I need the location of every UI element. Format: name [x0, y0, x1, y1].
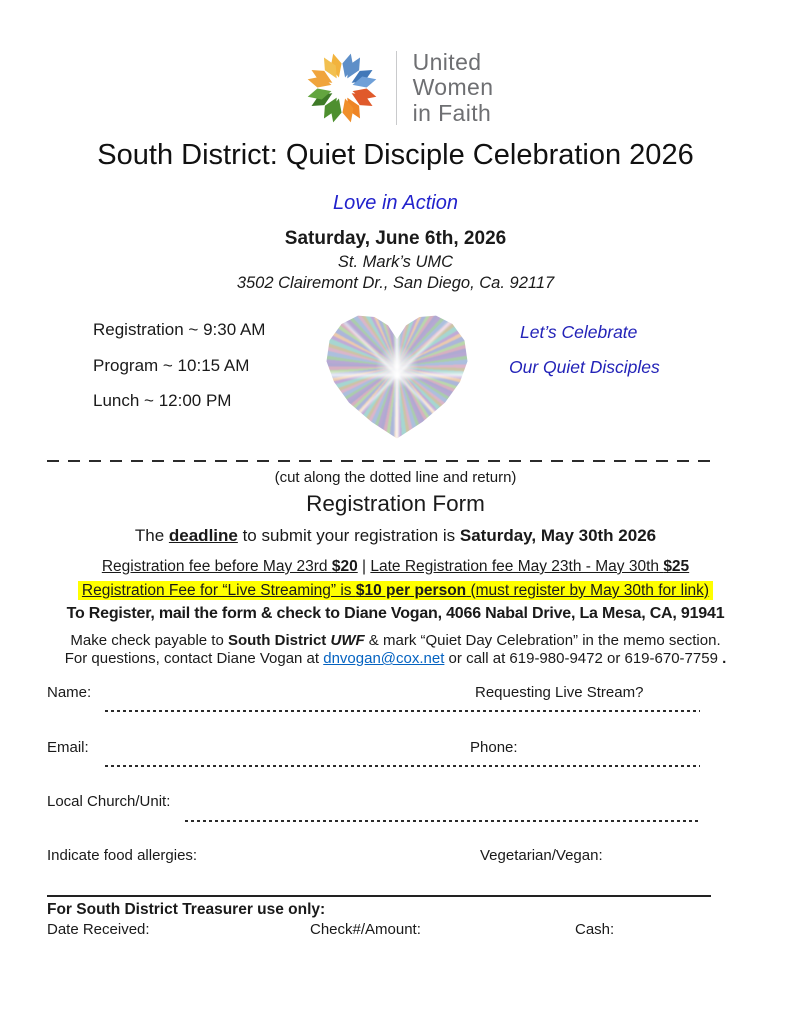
mail-instruction: To Register, mail the form & check to Diane Vogan, 4066 Nabal Drive, La Mesa, CA, 91941 [66, 605, 725, 622]
schedule-program: Program ~ 10:15 AM [93, 355, 250, 375]
cash-label: Cash: [575, 921, 615, 938]
page-title: South District: Quiet Disciple Celebration 2026 [97, 139, 694, 171]
streaming-highlight: Registration Fee for “Live Streaming” is $10 per person (must register by May 30th for link) [78, 581, 713, 600]
fill-in-form [47, 0, 711, 1024]
church-field-line [185, 820, 700, 822]
questions-period: . [717, 650, 727, 667]
name-field-line [105, 710, 700, 712]
late-fee-text: Late Registration fee May 23th - May 30th $25 [370, 558, 690, 575]
logo-word-1: United [412, 49, 482, 76]
schedule-registration: Registration ~ 9:30 AM [93, 320, 266, 339]
vegetarian-label: Vegetarian/Vegan: [480, 847, 603, 864]
treasurer-divider-line [47, 895, 711, 897]
fee-separator: | [357, 558, 371, 575]
deadline-mid: to submit your registration is [237, 526, 460, 545]
registration-form-heading: Registration Form [306, 491, 485, 516]
deadline-date: Saturday, May 30th 2026 [459, 526, 657, 545]
email-label: Email: [47, 739, 89, 756]
cut-instruction: (cut along the dotted line and return) [274, 469, 517, 486]
deadline-word: deadline [168, 526, 238, 545]
allergies-label: Indicate food allergies: [47, 847, 198, 864]
schedule-lunch: Lunch ~ 12:00 PM [93, 391, 232, 410]
celebrate-line-1: Let’s Celebrate [520, 322, 638, 342]
email-field-line [105, 765, 700, 767]
date-received-label: Date Received: [47, 921, 150, 938]
name-label: Name: [47, 684, 92, 701]
phone-label: Phone: [470, 739, 518, 756]
live-stream-label: Requesting Live Stream? [475, 684, 644, 701]
check-amount-label: Check#/Amount: [310, 921, 421, 938]
event-date: Saturday, June 6th, 2026 [284, 228, 507, 249]
questions-line: For questions, contact Diane Vogan at dnvogan@cox.net or call at 619-980-9472 or 619-670-7759 . [64, 650, 727, 667]
logo-word-2: Women [412, 74, 494, 101]
deadline-pre: The [134, 526, 169, 545]
early-fee-text: Registration fee before May 23rd $20 [101, 558, 358, 575]
treasurer-heading: For South District Treasurer use only: [47, 901, 326, 918]
streaming-amount: $10 per person [355, 582, 467, 599]
event-address: 3502 Clairemont Dr., San Diego, Ca. 92117 [236, 274, 555, 292]
late-fee-amount: $25 [663, 558, 690, 575]
early-fee-amount: $20 [331, 558, 358, 575]
theme-subtitle: Love in Action [333, 192, 458, 214]
logo-word-3: in Faith [412, 99, 492, 126]
check-org: South District [227, 632, 327, 649]
check-payable-line: Make check payable to South District UWF & mark “Quiet Day Celebration” in the memo section. [70, 632, 721, 649]
check-uwf: UWF [326, 632, 365, 649]
contact-email-link[interactable]: dnvogan@cox.net [323, 650, 445, 667]
church-label: Local Church/Unit: [47, 793, 171, 810]
celebrate-line-2: Our Quiet Disciples [509, 357, 660, 377]
event-venue: St. Mark’s UMC [337, 253, 454, 271]
